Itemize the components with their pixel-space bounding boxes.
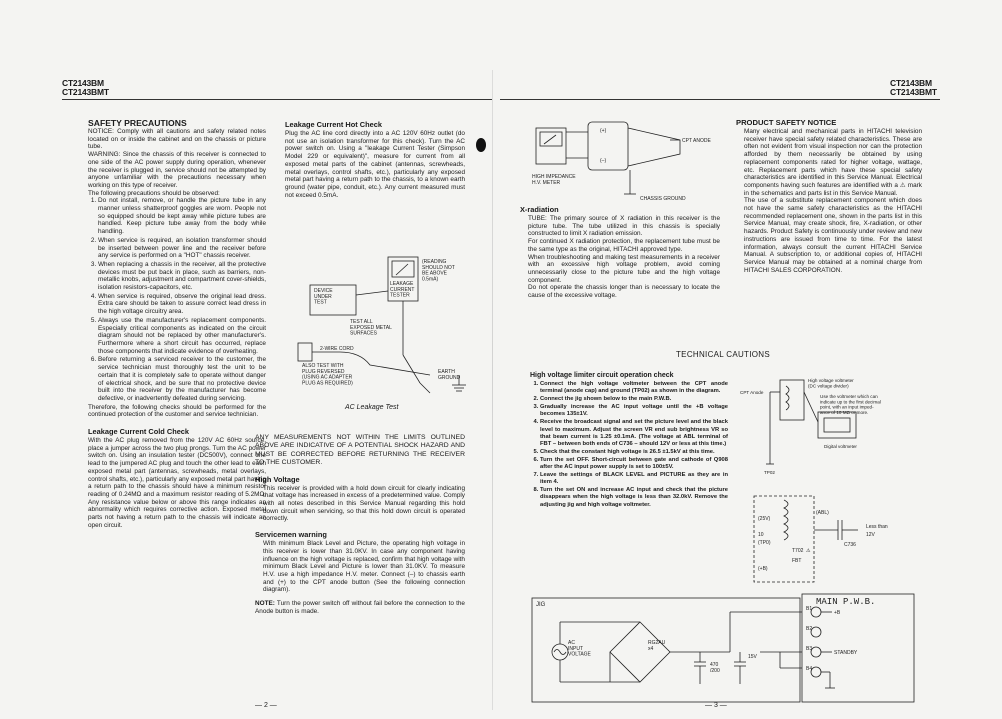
svg-text:FBT — [792, 558, 801, 564]
xrad-section — [520, 205, 720, 300]
hv-voltmeter-diagram — [740, 372, 920, 482]
c736-label: C736 — [844, 542, 856, 548]
svg-text:High voltage voltmeter(DC volt — [808, 378, 854, 388]
xrad-p1: TUBE: The primary source of X radiation in this receiver is the picture tube. The tube utilized in this chassis is specially constructed to limit X radiation emission. — [528, 215, 720, 238]
cpt-anode-label: CPT ANODE — [682, 138, 711, 144]
model-label-left — [62, 79, 109, 97]
svg-text:12V — [866, 532, 876, 538]
leakage-caption: AC Leakage Test — [345, 404, 399, 411]
less-than-label: Less than — [866, 524, 888, 530]
svg-text:(25V) — [758, 516, 771, 522]
plus-b-label: (+B) — [758, 566, 768, 572]
svg-text:B1 — [806, 606, 812, 612]
bridge-label: RG2AU x4 — [648, 640, 666, 652]
svg-text:(+B) — [758, 566, 768, 572]
svg-text:(READINGSHOULD NOTBE ABOVE0.5m — [422, 259, 455, 282]
svg-text:CPT ANODE — [682, 138, 711, 144]
hot-check-body: Plug the AC line cord directly into a AC 120V 60Hz outlet (do not use an isolation transformer for this check). Turn the AC power switch on. Using a "leakage Current Tester (Simpson Model 229 or equivalent)", measure for current from all exposed metal parts of the cabinet (antennas, screwheads, metal overlays, control shafts, etc.), particularly any exposed metal part having a return path to the chassis, to a known earth ground (water pipe, conduit, etc.). Any current measured must not exceed 0.5mA. — [285, 130, 465, 199]
model-line: CT2143BMT — [62, 87, 109, 97]
svg-text:LEAKAGECURRENTTESTER — [390, 281, 414, 299]
plus-label: (+) — [600, 128, 607, 134]
b2-label: B2 — [806, 626, 813, 632]
svg-text:Use the voltmeter which canind — [820, 394, 881, 415]
svg-text:HIGH IMPEDANCEH.V. METER — [532, 174, 576, 186]
cpt-anode-label: CPT Anode — [740, 390, 764, 395]
jig-schematic — [530, 592, 918, 704]
svg-text:TEST ALLEXPOSED METALSURFACES — [350, 319, 392, 337]
xrad-title: X-radiation — [520, 205, 559, 214]
safety-body — [88, 128, 266, 419]
left-column-2 — [285, 120, 465, 199]
ac-input-label: AC INPUT VOLTAGE — [568, 640, 591, 658]
list-item: 2. When service is required, an isolation transformer should be inserted between power line and the receiver before any service is performed on a "HOT" chassis receiver. — [98, 237, 266, 260]
high-voltage-title: High Voltage — [255, 474, 300, 484]
left-column-2-lower — [255, 434, 465, 615]
earth-label: EARTH GROUND — [438, 369, 461, 381]
safety-title: SAFETY PRECAUTIONS — [88, 118, 187, 128]
reading-label: (READING SHOULD NOT BE ABOVE 0.5mA) — [422, 259, 455, 283]
test-all-label: TEST ALL EXPOSED METAL SURFACES — [350, 319, 392, 337]
list-item: 8. Turn the set ON and increase AC input and check that the picture disappears when the high voltage is less than 32.0kV. Remove the adjusting jig and high voltage voltmeter. — [540, 487, 728, 508]
svg-text:(TP0) — [758, 540, 771, 546]
svg-text:(ABL) — [816, 510, 829, 516]
svg-text:MAIN P.W.B. — [816, 597, 875, 607]
safety-intro: The following precautions should be observed: — [88, 189, 220, 197]
svg-text:TP02 — [764, 470, 775, 475]
zener-label: 15V — [748, 654, 757, 660]
hv-limiter-title: High voltage limiter circuit operation check — [530, 372, 674, 379]
page-fold — [492, 70, 493, 710]
list-item: 3. When replacing a chassis in the receiver, all the protective devices must be put back in place, such as barriers, non-metallic knobs, adjustment and compartment cover-shields, isolation resistors-capacitors, etc. — [98, 261, 266, 292]
list-item: 2. Connect the jig shown below to the main P.W.B. — [540, 396, 728, 403]
hv-limiter-section — [530, 371, 728, 510]
plus-b-label: +B — [834, 610, 841, 616]
model-line: CT2143BMT — [890, 87, 937, 97]
svg-text:JIG — [536, 602, 546, 608]
tp0-label: (TP0) — [758, 540, 771, 546]
fbt-schematic — [748, 490, 918, 590]
servicemen-title: Servicemen warning — [255, 530, 327, 540]
svg-text:Digital voltmeter — [824, 444, 857, 449]
list-item: 1. Do not install, remove, or handle the picture tube in any manner unless shatterproof goggles are worn. People not so equipped should be kept away while picture tubes are handled. Keep picture tube away from the body while handling. — [98, 197, 266, 236]
page-number-left: — 2 — — [255, 702, 277, 709]
standby-label: STANDBY — [834, 650, 858, 656]
header-rule-right — [500, 99, 940, 100]
note-label: NOTE: — [255, 600, 275, 608]
leakage-test-diagram — [280, 255, 480, 415]
svg-text:10 — [758, 532, 764, 538]
xrad-p2: For continued X radiation protection, the replacement tube must be the same type as the original, HITACHI approved type. — [528, 238, 720, 253]
binding-hole — [476, 138, 486, 152]
safety-list — [88, 197, 266, 402]
svg-text:B2 — [806, 626, 812, 632]
b1-label: B1 — [806, 606, 813, 612]
list-item: 4. Receive the broadcast signal and set the picture level and the black level to maximum. Adjust the screen VR end sub brightness VR so that beam current is 1.25 ±0.1mA. (The voltage at ABL terminal of FBT – between both ends of C736 – should 12V or less at this time.) — [540, 419, 728, 447]
svg-text:CPT Anode — [740, 390, 764, 395]
t702-label: T702 — [792, 548, 804, 554]
list-item: 6. Turn the set OFF. Short-circuit between gate and cathode of Q908 after the AC input power supply is set to 100±5V. — [540, 457, 728, 471]
b3-label: B3 — [806, 646, 813, 652]
svg-text:15V — [748, 654, 758, 660]
svg-text:RG2AUx4 — [648, 640, 666, 652]
capacitor-label: 470 /200 — [710, 662, 720, 674]
model-label-right — [890, 79, 937, 97]
note-body: Turn the power switch off without fail before the connection to the Anode button is made. — [255, 600, 465, 615]
hv-limiter-steps — [530, 381, 728, 509]
tester-label: LEAKAGE CURRENT TESTER — [390, 281, 415, 299]
minus-label: (–) — [600, 158, 607, 164]
hv-meter-diagram — [530, 118, 720, 208]
pin10-label: 10 — [758, 532, 764, 538]
svg-text:+B — [834, 610, 841, 616]
warning-triangle-icon: ⚠ — [806, 548, 811, 554]
list-item: 5. Always use the manufacturer's replacement components. Especially critical components as indicated on the circuit diagram should not be replaced by other manufacturer's. Furthermore where a short circuit has occurred, replace those components that indicate evidence of overheating. — [98, 317, 266, 356]
model-line: CT2143BM — [890, 78, 932, 88]
b4-label: B4 — [806, 666, 813, 672]
fbt-label: FBT — [792, 558, 802, 564]
svg-text:(+) — [600, 128, 607, 134]
also-test-label: ALSO TEST WITH PLUG REVERSED (USING AC ADAPTER PLUG AS REQUIRED) — [302, 363, 353, 387]
xrad-p3: When troubleshooting and making test measurements in a receiver with an excessive high voltage problem, avoid coming unnecessarily close to the picture tube and the high voltage component. — [528, 253, 720, 284]
jig-label: JIG — [536, 602, 546, 608]
svg-text:DEVICEUNDERTEST — [314, 288, 333, 306]
svg-text:CHASSIS GROUND — [640, 196, 686, 202]
device-label: DEVICE UNDER TEST — [314, 288, 333, 306]
product-safety-p2: The use of a substitute replacement component which does not have the same safety characteristics as the HITACHI recommended replacement one, shown in the parts list in this Service Manual, may create shock, fire, X-radiation, or other hazards. Product Safety is continuously under review and new instructions are issued from time to time. For the latest information, always consult the current HITACHI Service Manual. A subscription to, or additional copies of, HITACHI Service Manual may be obtained at a nominal charge from HITACHI SALES CORPORATION. — [744, 197, 922, 274]
header-rule-left — [62, 99, 492, 100]
servicemen-body: With minimum Black Level and Picture, the operating high voltage in this receiver is lower than 31.0KV. In case any component having influence on the high voltage is replaced, confirm that high voltage with minimum Black Level and Picture is lower than 31.0KV. To measure H.V. use a high impedance H.V. meter. Connect (–) to chassis earth and (+) to the CPT anode button (See the following connection diagram). — [263, 540, 465, 594]
svg-text:B3 — [806, 646, 812, 652]
list-item: 1. Connect the high voltage voltmeter between the CPT anode terminal (anode cap) and ground (TP02) as shown in the diagram. — [540, 381, 728, 395]
list-item: 4. When service is required, observe the original lead dress. Extra care should be taken to assure correct lead dress in the high voltage circuitry area. — [98, 293, 266, 316]
list-item: 3. Gradually increase the AC input voltage until the +B voltage becomes 135±1V. — [540, 404, 728, 418]
main-pwb-label: MAIN P.W.B. — [816, 597, 876, 607]
product-safety-p1: Many electrical and mechanical parts in HITACHI television receiver have special safety related characteristics. These are often not evident from visual inspection nor can the protection afforded by them necessarily be obtained by using replacement components rated for higher voltage, wattage, etc. Replacement parts which have these special safety characteristics are identified in this Service Manual. Electrical components having such features are identified with a ⚠ mark in the schematics and parts list in this Service Manual. — [744, 128, 922, 197]
svg-text:2-WIRE CORD — [320, 346, 354, 352]
cord-label: 2-WIRE CORD — [320, 346, 354, 352]
svg-text:470/200 — [710, 662, 720, 674]
limits-notice: ANY MEASUREMENTS NOT WITHIN THE LIMITS OUTLINED ABOVE ARE INDICATIVE OF A POTENTIAL SHOCK HAZARD AND MUST BE CORRECTED BEFORE RETURNING THE RECEIVER TO THE CUSTOMER. — [255, 434, 465, 467]
svg-text:EARTHGROUND — [438, 369, 461, 381]
chassis-ground-label: CHASSIS GROUND — [640, 196, 686, 202]
safety-closing: Therefore, the following checks should be performed for the continued protection of the customer and service technician. — [88, 403, 266, 419]
model-line: CT2143BM — [62, 78, 104, 88]
product-safety-title: PRODUCT SAFETY NOTICE — [736, 118, 837, 127]
svg-text:(–) — [600, 158, 606, 164]
left-column-1 — [88, 118, 266, 529]
safety-warning: WARNING: Since the chassis of this receiver is connected to one side of the AC power supply during operation, whenever the receiver is plugged in, service should not be attempted by anyone unfamiliar with the precautions necessary when working on this type of receiver. — [88, 151, 266, 189]
hv-note: High voltage voltmeter (DC voltage divider) — [808, 378, 854, 389]
svg-text:T702 — [792, 548, 804, 554]
page-number-right: — 3 — — [705, 702, 727, 709]
hot-check-title: Leakage Current Hot Check — [285, 120, 382, 129]
product-safety-section — [736, 118, 922, 274]
list-item: 5. Check that the constant high voltage is 26.5 ±1.5kV at this time. — [540, 449, 728, 456]
cold-check-body: With the AC plug removed from the 120V AC 60Hz source, place a jumper across the two plug prongs. Turn the AC power switch on. Using an insulation tester (DC500V), connect one lead to the jumpered AC plug and touch the other lead to each exposed metal part (antennas, screwheads, metal overlays, control shafts, etc.), particularly any exposed metal part having a return path to the chassis should have a minimum resistor reading of 0.24MΩ and a maximum resistor reading of 5.2MΩ. Any resistance value below or above this range indicates an abnormality which requires corrective action. Exposed metal parts not having a return path to the chassis will indicate an open circuit. — [88, 437, 266, 529]
v12-label: 12V — [866, 532, 875, 538]
svg-text:ACINPUTVOLTAGE — [568, 640, 592, 658]
technical-cautions-title: TECHNICAL CAUTIONS — [676, 350, 771, 359]
use-note: Use the voltmeter which can indicate up to the first decimal point, with an input imped-ance of 10 MΩ or more. — [820, 394, 881, 415]
svg-text:B4 — [806, 666, 812, 672]
list-item: 6. Before returning a serviced receiver to the customer, the service technician must thoroughly test the unit to be certain that it is completely safe to operate without danger of electrical shock, and be sure that no protective device built into the receiver by the manufacturer has become defective, or inadvertently defeated during servicing. — [98, 356, 266, 402]
cold-check-title: Leakage Current Cold Check — [88, 427, 190, 437]
svg-text:STANDBY — [834, 650, 858, 656]
svg-text:⚠ — [806, 548, 811, 554]
high-voltage-body: This receiver is provided with a hold down circuit for clearly indicating that voltage has increased in excess of a predetermined value. Comply with all notes described in this Service Manual regarding this hold down circuit when servicing, so that this hold down circuit is operated correctly. — [263, 484, 465, 523]
svg-text:Less than — [866, 524, 888, 530]
list-item: 7. Leave the settings of BLACK LEVEL and PICTURE as they are in item 4. — [540, 472, 728, 486]
xrad-p4: Do not operate the chassis longer than is necessary to locate the cause of the excessive voltage. — [528, 284, 720, 300]
svg-text:C736 — [844, 542, 856, 548]
meter-label: HIGH IMPEDANCE H.V. METER — [532, 174, 576, 186]
digital-voltmeter-label: Digital voltmeter — [824, 444, 857, 449]
abl-label: (ABL) — [816, 510, 829, 516]
safety-notice: NOTICE: Comply with all cautions and safety related notes located on or inside the cabinet and on the chassis or picture tube. — [88, 128, 266, 151]
svg-text:ALSO TEST WITHPLUG REVERSED(US — [302, 363, 353, 386]
tp02-label: TP02 — [764, 470, 775, 475]
v25-label: (25V) — [758, 516, 771, 522]
